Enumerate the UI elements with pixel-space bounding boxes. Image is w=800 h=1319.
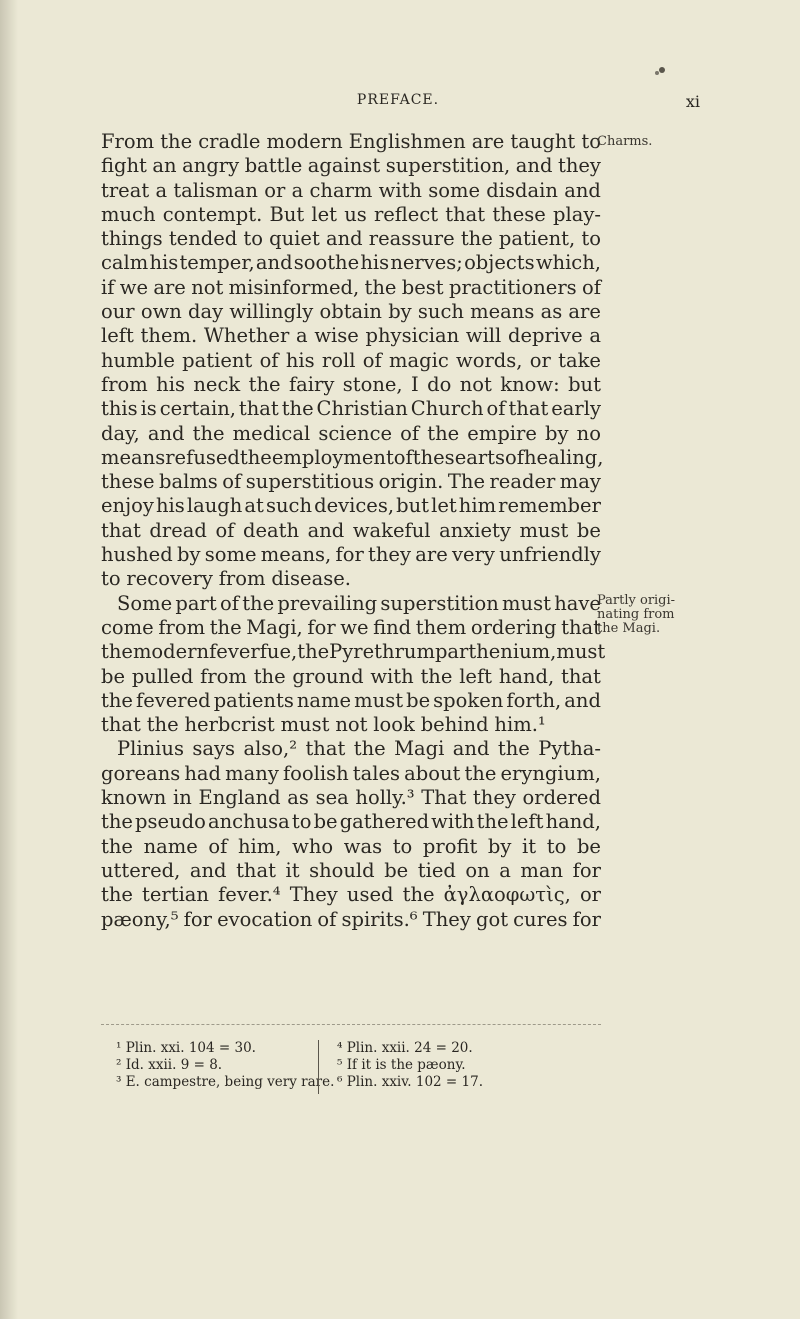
text-line: treat a talisman or a charm with some disdain and (101, 178, 601, 202)
ink-spot (655, 71, 659, 75)
margin-note-charms: Charms. (597, 134, 653, 149)
text-line: much contempt. But let us reflect that these play- (101, 202, 601, 226)
running-title: PREFACE. (356, 92, 440, 108)
text-line: the modern feverfue, the Pyrethrum parthenium, must (101, 640, 606, 664)
text-line: if we are not misinformed, the best practitioners of (101, 275, 601, 299)
text-line: means refused the employment of these arts of healing, (101, 445, 604, 469)
footnote-rule (101, 1024, 601, 1025)
text-line: uttered, and that it should be tied on a man for (101, 858, 601, 882)
page-edge-shadow (0, 0, 18, 1319)
text-line: things tended to quiet and reassure the patient, to (101, 227, 601, 251)
page-number: xi (685, 92, 700, 111)
margin-note-magi: the Magi. (597, 621, 661, 636)
ink-spot (659, 67, 665, 73)
text-line: be pulled from the ground with the left hand, that (101, 664, 601, 688)
text-line: enjoy his laugh at such devices, but let him remember (101, 494, 601, 518)
text-line: our own day willingly obtain by such means as are (101, 300, 601, 324)
footnotes-left (116, 1040, 334, 1091)
text-line: goreans had many foolish tales about the eryngium, (101, 761, 601, 785)
footnote: ⁴ Plin. xxii. 24 = 20. (337, 1040, 473, 1056)
text-line: from his neck the fairy stone, I do not know: but (101, 372, 601, 396)
text-line: that the herbcrist must not look behind him.¹ (101, 713, 546, 737)
text-line: Some part of the prevailing superstition must have (117, 591, 601, 615)
text-line: the pseudo anchusa to be gathered with the left hand, (101, 810, 601, 834)
text-line: this is certain, that the Christian Church of that early (101, 397, 601, 421)
footnote: ³ E. campestre, being very rare. (116, 1074, 335, 1090)
text-line: the tertian fever.⁴ They used the ἀγλαοφωτὶς, or (101, 883, 601, 907)
text-line: come from the Magi, for we find them ordering that (101, 615, 601, 639)
text-line: the name of him, who was to profit by it to be (101, 834, 601, 858)
text-line: these balms of superstitious origin. The reader may (101, 470, 601, 494)
text-line: fight an angry battle against superstition, and they (101, 154, 601, 178)
text-line: From the cradle modern Englishmen are taught to (101, 130, 601, 153)
body-text (101, 130, 606, 932)
text-line: humble patient of his roll of magic words, or take (101, 348, 601, 372)
text-line: Plinius says also,² that the Magi and the Pytha- (117, 737, 601, 761)
text-line: left them. Whether a wise physician will deprive a (101, 324, 601, 348)
text-line: hushed by some means, for they are very unfriendly (101, 543, 601, 567)
footnotes-right (318, 1040, 483, 1094)
text-line: calm his temper, and soothe his nerves; objects which, (101, 251, 601, 275)
text-line: the fevered patients name must be spoken forth, and (101, 688, 601, 712)
footnote: ⁶ Plin. xxiv. 102 = 17. (337, 1074, 483, 1090)
text-line: day, and the medical science of the empire by no (101, 421, 601, 445)
footnote: ⁵ If it is the pæony. (337, 1057, 466, 1073)
text-line: pæony,⁵ for evocation of spirits.⁶ They got cures for (101, 907, 601, 931)
running-header (96, 92, 700, 116)
footnote: ¹ Plin. xxi. 104 = 30. (116, 1040, 256, 1056)
text-line: that dread of death and wakeful anxiety must be (101, 518, 601, 542)
footnote: ² Id. xxii. 9 = 8. (116, 1057, 223, 1073)
text-line: to recovery from disease. (101, 567, 351, 591)
margin-note-magi: Partly origi- (597, 593, 676, 608)
margin-note-magi: nating from (597, 607, 675, 622)
text-line: known in England as sea holly.³ That they ordered (101, 786, 601, 810)
